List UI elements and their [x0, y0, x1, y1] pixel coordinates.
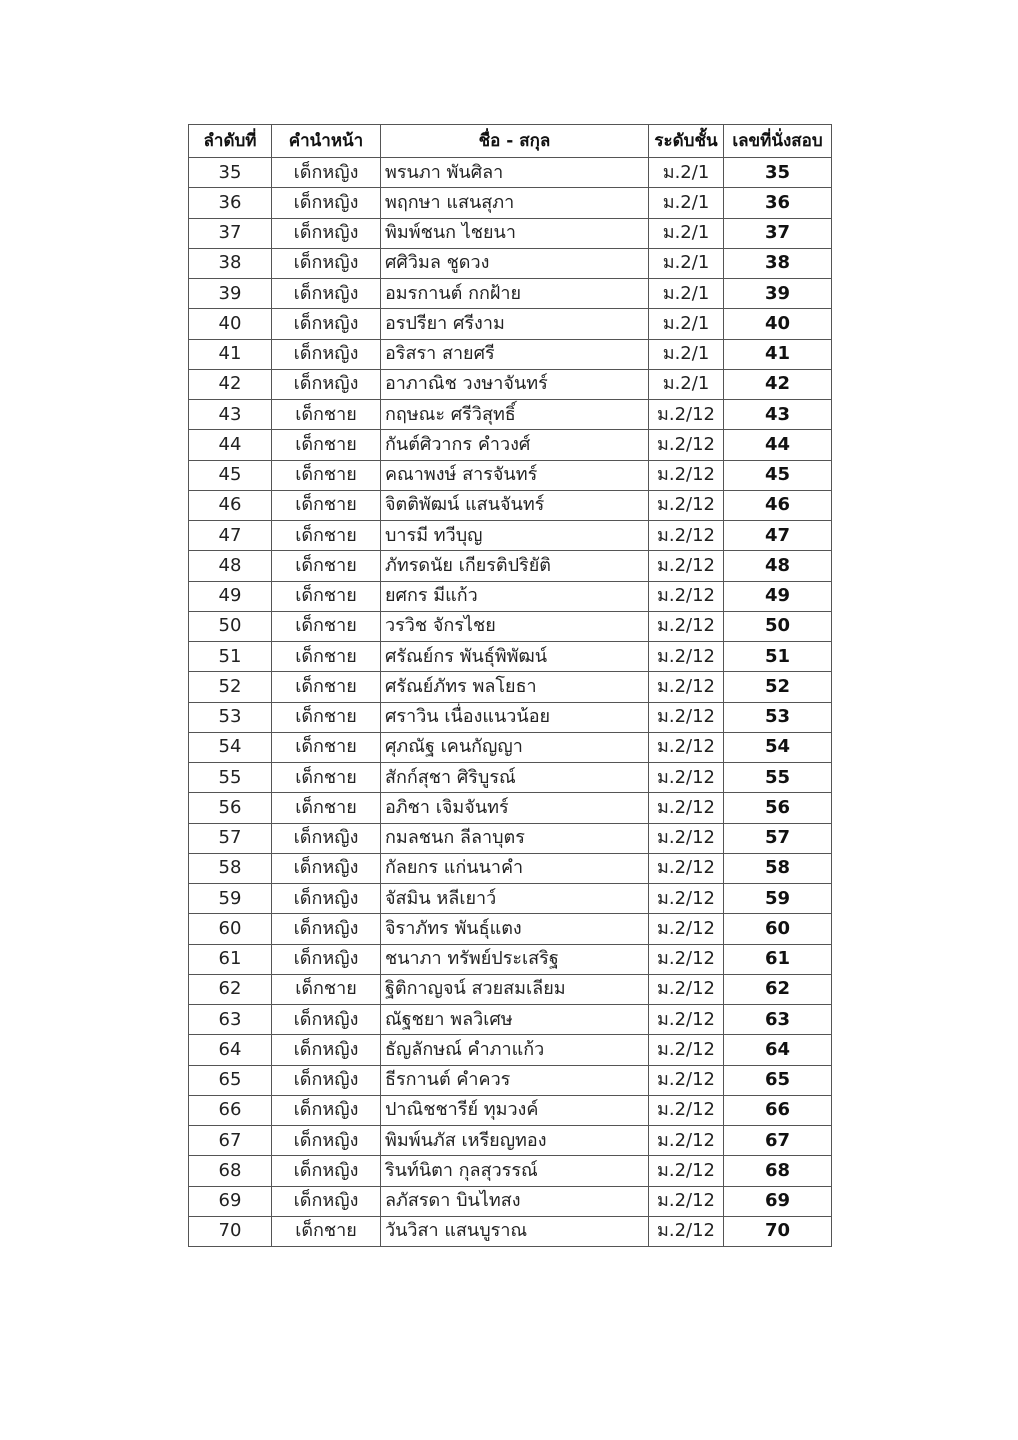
table-row [189, 279, 832, 309]
exam-seat-table [188, 124, 832, 1247]
table-row [189, 460, 832, 490]
cell-prefix: เด็กหญิง [272, 158, 381, 188]
cell-full-name: กมลชนก ลีลาบุตร [381, 823, 649, 853]
table-row [189, 1216, 832, 1246]
cell-seat-number: 37 [724, 218, 832, 248]
table-row [189, 1186, 832, 1216]
cell-seat-number: 69 [724, 1186, 832, 1216]
cell-class-level: ม.2/1 [649, 158, 724, 188]
cell-seat-number: 46 [724, 490, 832, 520]
cell-full-name: ธีรกานต์ คำควร [381, 1065, 649, 1095]
table-row [189, 1095, 832, 1125]
cell-class-level: ม.2/12 [649, 1126, 724, 1156]
cell-full-name: อมรกานต์ กกฝ้าย [381, 279, 649, 309]
cell-class-level: ม.2/12 [649, 1156, 724, 1186]
cell-full-name: อริสรา สายศรี [381, 339, 649, 369]
cell-full-name: ศรัณย์กร พันธุ์พิพัฒน์ [381, 642, 649, 672]
table-row [189, 672, 832, 702]
table-row [189, 1126, 832, 1156]
cell-class-level: ม.2/12 [649, 853, 724, 883]
table-row [189, 611, 832, 641]
table-row [189, 581, 832, 611]
cell-class-level: ม.2/12 [649, 581, 724, 611]
cell-full-name: อาภาณิช วงษาจันทร์ [381, 369, 649, 399]
cell-seat-number: 35 [724, 158, 832, 188]
cell-seat-number: 48 [724, 551, 832, 581]
cell-prefix: เด็กหญิง [272, 279, 381, 309]
cell-class-level: ม.2/12 [649, 1095, 724, 1125]
cell-class-level: ม.2/1 [649, 248, 724, 278]
cell-class-level: ม.2/12 [649, 430, 724, 460]
table-row [189, 702, 832, 732]
cell-seat-number: 44 [724, 430, 832, 460]
cell-prefix: เด็กชาย [272, 763, 381, 793]
cell-class-level: ม.2/12 [649, 732, 724, 762]
cell-class-level: ม.2/12 [649, 702, 724, 732]
cell-order-number: 50 [189, 611, 272, 641]
cell-class-level: ม.2/1 [649, 188, 724, 218]
cell-seat-number: 49 [724, 581, 832, 611]
table-row [189, 430, 832, 460]
table-row [189, 823, 832, 853]
table-row [189, 884, 832, 914]
cell-order-number: 70 [189, 1216, 272, 1246]
cell-seat-number: 54 [724, 732, 832, 762]
cell-prefix: เด็กหญิง [272, 914, 381, 944]
table-row [189, 521, 832, 551]
cell-order-number: 62 [189, 974, 272, 1004]
cell-seat-number: 64 [724, 1035, 832, 1065]
cell-full-name: กฤษณะ ศรีวิสุทธิ์ [381, 400, 649, 430]
cell-order-number: 53 [189, 702, 272, 732]
cell-full-name: พิมพ์นภัส เหรียญทอง [381, 1126, 649, 1156]
cell-prefix: เด็กชาย [272, 521, 381, 551]
cell-class-level: ม.2/12 [649, 642, 724, 672]
cell-class-level: ม.2/12 [649, 1216, 724, 1246]
cell-order-number: 66 [189, 1095, 272, 1125]
cell-seat-number: 45 [724, 460, 832, 490]
cell-prefix: เด็กหญิง [272, 1035, 381, 1065]
cell-seat-number: 47 [724, 521, 832, 551]
cell-seat-number: 58 [724, 853, 832, 883]
table-row [189, 1035, 832, 1065]
cell-seat-number: 60 [724, 914, 832, 944]
cell-prefix: เด็กชาย [272, 460, 381, 490]
cell-full-name: ศุภณัฐ เคนกัญญา [381, 732, 649, 762]
table-row [189, 551, 832, 581]
cell-order-number: 41 [189, 339, 272, 369]
header-class-level: ระดับชั้น [649, 125, 724, 158]
table-row [189, 218, 832, 248]
header-order-number: ลำดับที่ [189, 125, 272, 158]
cell-order-number: 49 [189, 581, 272, 611]
cell-seat-number: 41 [724, 339, 832, 369]
cell-order-number: 40 [189, 309, 272, 339]
cell-prefix: เด็กหญิง [272, 823, 381, 853]
cell-full-name: ภัทรดนัย เกียรติปริยัติ [381, 551, 649, 581]
cell-class-level: ม.2/12 [649, 521, 724, 551]
cell-order-number: 46 [189, 490, 272, 520]
cell-class-level: ม.2/1 [649, 309, 724, 339]
cell-order-number: 69 [189, 1186, 272, 1216]
cell-prefix: เด็กชาย [272, 793, 381, 823]
cell-full-name: พฤกษา แสนสุภา [381, 188, 649, 218]
table-row [189, 400, 832, 430]
table-row [189, 369, 832, 399]
table-row [189, 1005, 832, 1035]
cell-prefix: เด็กหญิง [272, 248, 381, 278]
cell-full-name: กันต์ศิวากร คำวงศ์ [381, 430, 649, 460]
cell-seat-number: 67 [724, 1126, 832, 1156]
cell-class-level: ม.2/12 [649, 460, 724, 490]
cell-order-number: 38 [189, 248, 272, 278]
cell-seat-number: 40 [724, 309, 832, 339]
cell-order-number: 60 [189, 914, 272, 944]
cell-seat-number: 52 [724, 672, 832, 702]
cell-full-name: กัลยกร แก่นนาคำ [381, 853, 649, 883]
cell-full-name: สักก์สุชา ศิริบูรณ์ [381, 763, 649, 793]
table-header [189, 125, 832, 158]
cell-full-name: วรวิช จักรไชย [381, 611, 649, 641]
table-row [189, 853, 832, 883]
cell-order-number: 58 [189, 853, 272, 883]
cell-class-level: ม.2/12 [649, 763, 724, 793]
cell-class-level: ม.2/12 [649, 1065, 724, 1095]
table-row [189, 158, 832, 188]
cell-full-name: รินท์นิตา กุลสุวรรณ์ [381, 1156, 649, 1186]
cell-order-number: 44 [189, 430, 272, 460]
cell-seat-number: 57 [724, 823, 832, 853]
cell-prefix: เด็กชาย [272, 430, 381, 460]
cell-full-name: ศศิวิมล ชูดวง [381, 248, 649, 278]
cell-class-level: ม.2/12 [649, 823, 724, 853]
cell-seat-number: 63 [724, 1005, 832, 1035]
cell-class-level: ม.2/12 [649, 400, 724, 430]
table-row [189, 248, 832, 278]
cell-seat-number: 53 [724, 702, 832, 732]
cell-order-number: 47 [189, 521, 272, 551]
cell-prefix: เด็กหญิง [272, 944, 381, 974]
table-row [189, 309, 832, 339]
cell-order-number: 45 [189, 460, 272, 490]
table-row [189, 1065, 832, 1095]
cell-prefix: เด็กชาย [272, 672, 381, 702]
cell-class-level: ม.2/12 [649, 1035, 724, 1065]
cell-seat-number: 61 [724, 944, 832, 974]
table-row [189, 793, 832, 823]
cell-class-level: ม.2/12 [649, 1005, 724, 1035]
header-seat-number: เลขที่นั่งสอบ [724, 125, 832, 158]
cell-full-name: ฐิติกาญจน์ สวยสมเลียม [381, 974, 649, 1004]
cell-class-level: ม.2/1 [649, 218, 724, 248]
table-row [189, 944, 832, 974]
table-body [189, 158, 832, 1247]
cell-prefix: เด็กหญิง [272, 309, 381, 339]
cell-prefix: เด็กชาย [272, 551, 381, 581]
cell-seat-number: 42 [724, 369, 832, 399]
cell-seat-number: 50 [724, 611, 832, 641]
cell-class-level: ม.2/12 [649, 884, 724, 914]
cell-seat-number: 70 [724, 1216, 832, 1246]
cell-prefix: เด็กชาย [272, 702, 381, 732]
cell-prefix: เด็กชาย [272, 1216, 381, 1246]
cell-order-number: 63 [189, 1005, 272, 1035]
cell-full-name: พรนภา พันศิลา [381, 158, 649, 188]
cell-prefix: เด็กชาย [272, 642, 381, 672]
cell-seat-number: 36 [724, 188, 832, 218]
cell-full-name: ยศกร มีแก้ว [381, 581, 649, 611]
cell-prefix: เด็กหญิง [272, 1186, 381, 1216]
cell-seat-number: 66 [724, 1095, 832, 1125]
cell-class-level: ม.2/12 [649, 551, 724, 581]
cell-full-name: พิมพ์ชนก ไชยนา [381, 218, 649, 248]
cell-prefix: เด็กหญิง [272, 1095, 381, 1125]
cell-full-name: ลภัสรดา บินไทสง [381, 1186, 649, 1216]
cell-full-name: ณัฐชยา พลวิเศษ [381, 1005, 649, 1035]
cell-order-number: 43 [189, 400, 272, 430]
cell-seat-number: 65 [724, 1065, 832, 1095]
cell-full-name: อรปรียา ศรีงาม [381, 309, 649, 339]
cell-full-name: ธัญลักษณ์ คำภาแก้ว [381, 1035, 649, 1065]
cell-prefix: เด็กหญิง [272, 1065, 381, 1095]
cell-prefix: เด็กหญิง [272, 218, 381, 248]
header-row [189, 125, 832, 158]
cell-full-name: วันวิสา แสนบูราณ [381, 1216, 649, 1246]
cell-order-number: 67 [189, 1126, 272, 1156]
cell-order-number: 55 [189, 763, 272, 793]
cell-prefix: เด็กชาย [272, 974, 381, 1004]
cell-order-number: 52 [189, 672, 272, 702]
cell-order-number: 54 [189, 732, 272, 762]
table-row [189, 914, 832, 944]
cell-class-level: ม.2/12 [649, 1186, 724, 1216]
cell-prefix: เด็กหญิง [272, 1156, 381, 1186]
header-prefix: คำนำหน้า [272, 125, 381, 158]
cell-class-level: ม.2/12 [649, 490, 724, 520]
cell-order-number: 51 [189, 642, 272, 672]
cell-order-number: 37 [189, 218, 272, 248]
table-row [189, 974, 832, 1004]
cell-seat-number: 68 [724, 1156, 832, 1186]
table-row [189, 642, 832, 672]
cell-seat-number: 39 [724, 279, 832, 309]
cell-order-number: 35 [189, 158, 272, 188]
cell-class-level: ม.2/12 [649, 611, 724, 641]
cell-full-name: อภิชา เจิมจันทร์ [381, 793, 649, 823]
cell-order-number: 39 [189, 279, 272, 309]
cell-order-number: 65 [189, 1065, 272, 1095]
cell-order-number: 56 [189, 793, 272, 823]
cell-prefix: เด็กชาย [272, 581, 381, 611]
table-row [189, 763, 832, 793]
cell-full-name: ศรัณย์ภัทร พลโยธา [381, 672, 649, 702]
cell-order-number: 36 [189, 188, 272, 218]
cell-seat-number: 38 [724, 248, 832, 278]
cell-prefix: เด็กหญิง [272, 1005, 381, 1035]
cell-order-number: 57 [189, 823, 272, 853]
cell-class-level: ม.2/12 [649, 944, 724, 974]
cell-seat-number: 56 [724, 793, 832, 823]
cell-class-level: ม.2/1 [649, 339, 724, 369]
cell-full-name: จิราภัทร พันธุ์แตง [381, 914, 649, 944]
table-row [189, 490, 832, 520]
cell-prefix: เด็กชาย [272, 490, 381, 520]
cell-class-level: ม.2/1 [649, 369, 724, 399]
cell-order-number: 48 [189, 551, 272, 581]
cell-full-name: จัสมิน หลีเยาว์ [381, 884, 649, 914]
cell-order-number: 59 [189, 884, 272, 914]
table-row [189, 732, 832, 762]
cell-order-number: 61 [189, 944, 272, 974]
cell-seat-number: 59 [724, 884, 832, 914]
cell-full-name: จิตติพัฒน์ แสนจันทร์ [381, 490, 649, 520]
table-row [189, 188, 832, 218]
cell-prefix: เด็กหญิง [272, 188, 381, 218]
cell-order-number: 68 [189, 1156, 272, 1186]
cell-class-level: ม.2/12 [649, 914, 724, 944]
cell-seat-number: 55 [724, 763, 832, 793]
cell-full-name: ชนาภา ทรัพย์ประเสริฐ [381, 944, 649, 974]
cell-full-name: บารมี ทวีบุญ [381, 521, 649, 551]
cell-prefix: เด็กหญิง [272, 1126, 381, 1156]
cell-prefix: เด็กหญิง [272, 853, 381, 883]
cell-class-level: ม.2/12 [649, 974, 724, 1004]
cell-full-name: ปาณิชชารีย์ ทุมวงค์ [381, 1095, 649, 1125]
cell-prefix: เด็กหญิง [272, 369, 381, 399]
cell-full-name: ศราวิน เนื่องแนวน้อย [381, 702, 649, 732]
cell-prefix: เด็กหญิง [272, 884, 381, 914]
table-row [189, 1156, 832, 1186]
cell-full-name: คณาพงษ์ สารจันทร์ [381, 460, 649, 490]
cell-class-level: ม.2/12 [649, 793, 724, 823]
cell-class-level: ม.2/1 [649, 279, 724, 309]
cell-prefix: เด็กชาย [272, 611, 381, 641]
cell-order-number: 42 [189, 369, 272, 399]
cell-prefix: เด็กชาย [272, 400, 381, 430]
cell-prefix: เด็กชาย [272, 732, 381, 762]
table-row [189, 339, 832, 369]
cell-seat-number: 62 [724, 974, 832, 1004]
cell-seat-number: 43 [724, 400, 832, 430]
cell-seat-number: 51 [724, 642, 832, 672]
cell-class-level: ม.2/12 [649, 672, 724, 702]
cell-prefix: เด็กหญิง [272, 339, 381, 369]
cell-order-number: 64 [189, 1035, 272, 1065]
header-full-name: ชื่อ - สกุล [381, 125, 649, 158]
